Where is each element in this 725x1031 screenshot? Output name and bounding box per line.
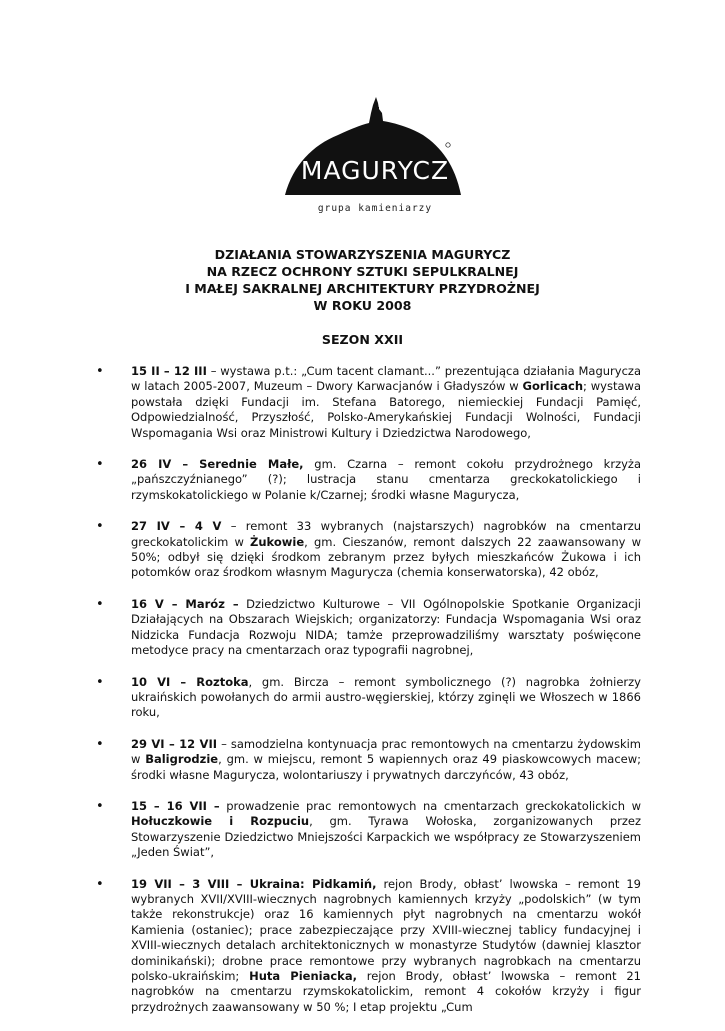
entry-text bbox=[131, 737, 641, 783]
activity-list bbox=[96, 364, 641, 1031]
entry-segment: , gm. w miejscu, remont 5 wapiennych oraz 49 piaskowcowych macew; środki własne Magurycza, wolontariuszy i prywatnych darczyńców, 43 obóz, bbox=[131, 752, 642, 782]
title-line: NA RZECZ OCHRONY SZTUKI SEPULKRALNEJ bbox=[206, 264, 519, 279]
bullet-icon: • bbox=[96, 519, 104, 535]
entry-highlight: Żukowie bbox=[250, 534, 305, 549]
logo-graphic bbox=[283, 95, 468, 220]
entry-segment: , gm. Tyrawa Wołoska, zorganizowanych przez Stowarzyszenie Dziedzictwo Mniejszości Karpackich we współpracy ze Stowarzyszeniem „Jeden Świat”, bbox=[131, 814, 641, 860]
entry-segment: – samodzielna kontynuacja prac remontowych na cmentarzu żydowskim w bbox=[131, 736, 641, 767]
entry-text bbox=[131, 364, 641, 441]
list-item bbox=[96, 799, 641, 861]
entry-highlight: 10 VI – Roztoka bbox=[131, 674, 249, 689]
entry-highlight: Hołuczkowie i Rozpuciu bbox=[131, 814, 310, 829]
list-item bbox=[96, 877, 641, 1016]
entry-text bbox=[131, 877, 641, 1016]
entry-highlight: 26 IV – Serednie Małe, bbox=[131, 457, 304, 472]
entry-highlight: 19 VII – 3 VIII – Ukraina: Pidkamiń, bbox=[131, 876, 377, 891]
entry-segment: gm. Czarna – remont cokołu przydrożnego krzyża „pańszczyźnianego” (?); lustracja stanu cmentarza greckokatolickiego i rzymskokatolickiego w Polanie k/Czarnej; środki własne Magurycza, bbox=[131, 457, 641, 502]
list-item bbox=[96, 597, 641, 659]
list-item bbox=[96, 675, 641, 721]
title-line: I MAŁEJ SAKRALNEJ ARCHITEKTURY PRZYDROŻNEJ bbox=[185, 281, 540, 296]
entry-highlight: Baligrodzie bbox=[145, 752, 219, 767]
entry-text bbox=[131, 799, 641, 861]
entry-segment: rejon Brody, obłast’ lwowska – remont 19 wybranych XVII/XVIII-wiecznych nagrobnych kamiennych krzyży „podolskich” (w tym także rekonstrukcje) oraz 16 kamiennych płyt nagrobnych na cmentarzu wokół Kamienia (ostaniec); prace zabezpieczające przy XVIII-wiecznej tablicy fundacyjnej i XVIII-wiecznych detalach architektonicznych w monastyrze Studytów (dawniej klasztor dominikański); drobne prace remontowe przy wybranych nagrobkach na cmentarzu polsko-ukraińskim; bbox=[131, 876, 642, 983]
entry-text bbox=[131, 519, 641, 581]
entry-highlight: 29 VI – 12 VII bbox=[131, 736, 218, 751]
entry-segment: , gm. Cieszanów, remont dalszych 22 zaawansowany w 50%; odbył się dzięki środkom zebranym przez byłych mieszkańców Żukowa i ich potomków oraz środkom własnym Magurycza (chemia konserwatorska), 42 obóz, bbox=[131, 534, 641, 580]
bullet-icon: • bbox=[96, 674, 104, 690]
bullet-icon: • bbox=[96, 798, 104, 814]
logo-brand-text: MAGURYCZ bbox=[300, 156, 450, 185]
entry-segment: – remont 33 wybranych (najstarszych) nagrobków na cmentarzu greckokatolickim w bbox=[131, 519, 641, 549]
logo-subtitle-text: grupa kamieniarzy bbox=[317, 203, 433, 214]
magurycz-logo bbox=[283, 95, 468, 220]
entry-highlight: Gorlicach bbox=[522, 379, 584, 394]
list-item bbox=[96, 737, 641, 783]
bullet-icon: • bbox=[96, 596, 104, 612]
bullet-icon: • bbox=[96, 457, 104, 473]
bullet-icon: • bbox=[96, 876, 104, 892]
title-line: W ROKU 2008 bbox=[313, 298, 412, 313]
entry-highlight: 15 – 16 VII – bbox=[131, 798, 220, 813]
list-item bbox=[96, 457, 641, 503]
entry-highlight: 16 V – Maróz – bbox=[131, 596, 239, 611]
document-title bbox=[0, 246, 725, 314]
entry-highlight: 15 II – 12 III bbox=[131, 364, 207, 378]
list-item bbox=[96, 519, 641, 581]
title-line: DZIAŁANIA STOWARZYSZENIA MAGURYCZ bbox=[214, 247, 511, 262]
bullet-icon: • bbox=[96, 364, 104, 379]
list-item bbox=[96, 364, 641, 441]
entry-text bbox=[131, 597, 641, 659]
entry-segment: ; wystawa powstała dzięki Fundacji im. Stefana Batorego, niemieckiej Fundacji Pamięć, Odpowiedzialność, Przyszłość, Polsko-Amerykańskiej Fundacji Wolności, Fundacji Wspomagania Wsi oraz Ministrowi Kultury i Dziedzictwa Narodowego, bbox=[131, 379, 641, 440]
season-heading: SEZON XXII bbox=[321, 332, 404, 347]
entry-text bbox=[131, 457, 641, 503]
entry-text bbox=[131, 675, 641, 721]
entry-segment: prowadzenie prac remontowych na cmentarzach greckokatolickich w bbox=[219, 798, 641, 813]
entry-segment: , gm. Bircza – remont symbolicznego (?) nagrobka żołnierzy ukraińskich powołanych do armii austro-węgierskiej, którzy zginęli we Włoszech w 1866 roku, bbox=[131, 674, 641, 720]
bullet-icon: • bbox=[96, 736, 104, 752]
entry-segment: rejon Brody, obłast’ lwowska – remont 21 nagrobków na cmentarzu rzymskokatolickim, remont 4 cokołów krzyży i figur przydrożnych zaawansowany w 50 %; I etap projektu „Cum bbox=[131, 969, 641, 1014]
entry-segment: Dziedzictwo Kulturowe – VII Ogólnopolskie Spotkanie Organizacji Działających na Obszarach Wiejskich; organizatorzy: Fundacja Wspomagania Wsi oraz Nidzicka Fundacja Rozwoju NIDA; tamże przeprowadziliśmy warsztaty poświęcone metodyce pracy na cmentarzach oraz typografii nagrobnej, bbox=[131, 596, 641, 658]
entry-highlight: Huta Pieniacka, bbox=[249, 969, 357, 983]
entry-highlight: 27 IV – 4 V bbox=[131, 519, 222, 534]
entry-segment: – wystawa p.t.: „Cum tacent clamant...” prezentująca działania Magurycza w latach 2005-2007, Muzeum – Dwory Karwacjanów i Gładyszów w bbox=[131, 364, 641, 394]
